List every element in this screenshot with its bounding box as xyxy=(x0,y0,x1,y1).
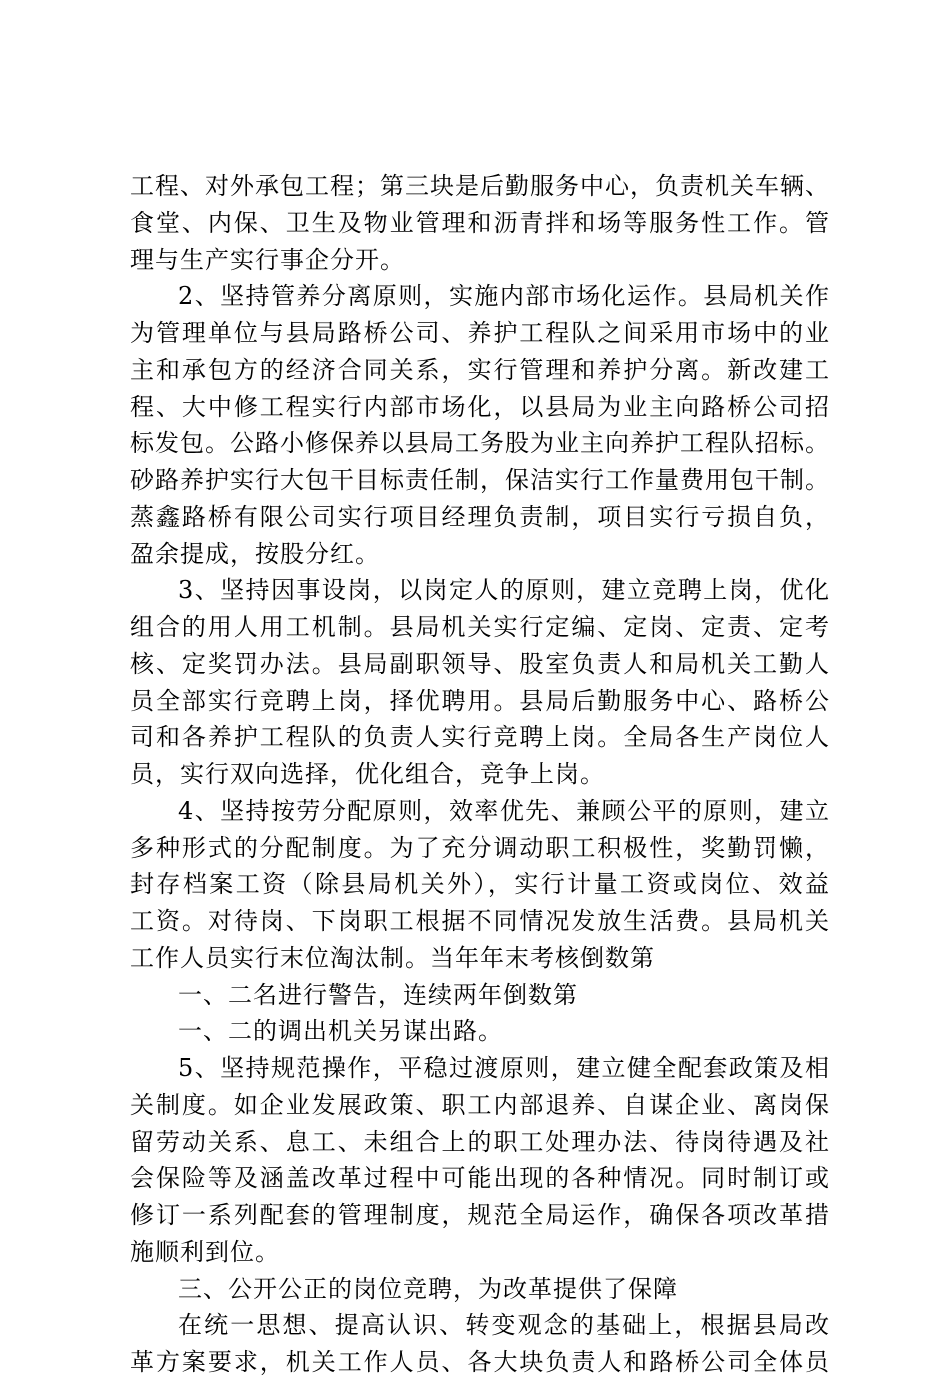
text-line: 关制度。如企业发展政策、职工内部退养、自谋企业、离岗保 xyxy=(130,1090,830,1119)
text-line: 标发包。公路小修保养以县局工务股为业主向养护工程队招标。 xyxy=(130,429,830,458)
text-line: 三、公开公正的岗位竞聘，为改革提供了保障 xyxy=(178,1274,678,1303)
text-line: 工程、对外承包工程；第三块是后勤服务中心，负责机关车辆、 xyxy=(130,172,830,200)
text-line: 员全部实行竞聘上岗，择优聘用。县局后勤服务中心、路桥公 xyxy=(130,686,830,715)
text-line: 员，实行双向选择，优化组合，竞争上岗。 xyxy=(130,760,605,788)
text-line: 会保险等及涵盖改革过程中可能出现的各种情况。同时制订或 xyxy=(130,1164,830,1193)
text-line: 司和各养护工程队的负责人实行竞聘上岗。全局各生产岗位人 xyxy=(130,723,830,752)
text-line: 程、大中修工程实行内部市场化，以县局为业主向路桥公司招 xyxy=(130,392,830,421)
text-line: 3、坚持因事设岗，以岗定人的原则，建立竞聘上岗，优化 xyxy=(178,576,830,605)
text-line: 食堂、内保、卫生及物业管理和沥青拌和场等服务性工作。管 xyxy=(130,208,830,237)
text-line: 一、二名进行警告，连续两年倒数第 xyxy=(178,980,578,1009)
text-line: 工资。对待岗、下岗职工根据不同情况发放生活费。县局机关 xyxy=(130,907,830,935)
text-line: 一、二的调出机关另谋出路。 xyxy=(178,1017,503,1046)
text-line: 为管理单位与县局路桥公司、养护工程队之间采用市场中的业 xyxy=(130,319,830,347)
text-line: 理与生产实行事企分开。 xyxy=(130,245,405,274)
text-line: 封存档案工资（除县局机关外），实行计量工资或岗位、效益 xyxy=(130,870,830,899)
text-line: 主和承包方的经济合同关系，实行管理和养护分离。新改建工 xyxy=(130,355,830,384)
text-line: 4、坚持按劳分配原则，效率优先、兼顾公平的原则，建立 xyxy=(178,796,830,825)
text-line: 在统一思想、提高认识、转变观念的基础上，根据县局改 xyxy=(178,1311,830,1340)
text-line: 核、定奖罚办法。县局副职领导、股室负责人和局机关工勤人 xyxy=(130,649,830,678)
text-line: 组合的用人用工机制。县局机关实行定编、定岗、定责、定考 xyxy=(130,613,830,641)
text-line: 砂路养护实行大包干目标责任制，保洁实行工作量费用包干制。 xyxy=(130,466,830,494)
text-line: 修订一系列配套的管理制度，规范全局运作，确保各项改革措 xyxy=(130,1201,830,1229)
document-body xyxy=(130,168,830,1381)
text-line: 蒸鑫路桥有限公司实行项目经理负责制，项目实行亏损自负， xyxy=(130,502,830,531)
text-line: 工作人员实行末位淘汰制。当年年末考核倒数第 xyxy=(130,943,655,972)
text-line: 施顺利到位。 xyxy=(130,1237,280,1266)
text-line: 多种形式的分配制度。为了充分调动职工积极性，奖勤罚懒， xyxy=(130,833,830,862)
text-line: 5、坚持规范操作，平稳过渡原则，建立健全配套政策及相 xyxy=(178,1054,830,1082)
text-line: 2、坚持管养分离原则，实施内部市场化运作。县局机关作 xyxy=(178,282,830,311)
text-line: 革方案要求，机关工作人员、各大块负责人和路桥公司全体员 xyxy=(130,1348,830,1376)
text-line: 留劳动关系、息工、未组合上的职工处理办法、待岗待遇及社 xyxy=(130,1127,830,1156)
text-line: 盈余提成，按股分红。 xyxy=(130,539,380,568)
